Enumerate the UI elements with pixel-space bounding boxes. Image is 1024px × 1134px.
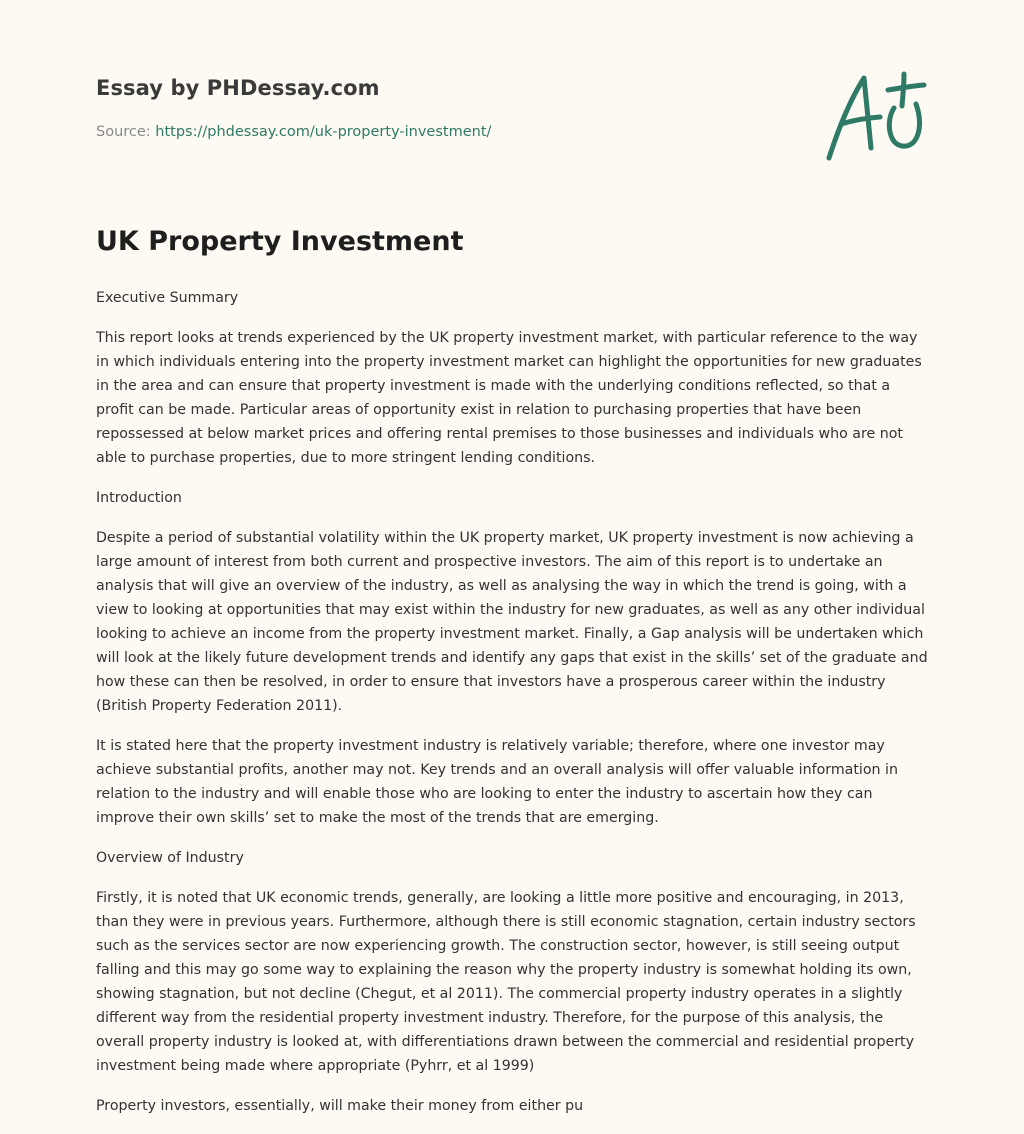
source-label: Source:	[96, 124, 156, 140]
paragraph: It is stated here that the property investment industry is relatively variable; therefore, where one investor may achieve substantial profits, another may not. Key trends and an overall analysis will offer valuable information in relation to the industry and will enable those who are looking to enter the industry to ascertain how they can improve their own skills’ set to make the most of the trends that are emerging.	[96, 738, 898, 826]
paragraph: Despite a period of substantial volatility within the UK property market, UK property investment is now achieving a large amount of interest from both current and prospective investors. The aim of this report is to undertake an analysis that will give an overview of the industry, as well as analysing the way in which the trend is going, with a view to looking at opportunities that may exist within the industry for new graduates, as well as any other individual looking to achieve an income from the property investment market. Finally, a Gap analysis will be undertaken which will look at the likely future development trends and identify any gaps that exist in the skills’ set of the graduate and how these can then be resolved, in order to ensure that investors have a prosperous career within the industry (British Property Federation 2011).	[96, 530, 928, 714]
a-plus-logo-icon	[824, 68, 928, 166]
page-title: UK Property Investment	[96, 226, 464, 257]
paragraph: Firstly, it is noted that UK economic trends, generally, are looking a little more positive and encouraging, in 2013, than they were in previous years. Furthermore, although there is still economic stagnation, certain industry sectors such as the services sector are now experiencing growth. The construction sector, however, is still seeing output falling and this may go some way to explaining the reason why the property industry is somewhat holding its own, showing stagnation, but not decline (Chegut, et al 2011). The commercial property industry operates in a slightly different way from the residential property investment industry. Therefore, for the purpose of this analysis, the overall property industry is looked at, with differentiations drawn between the commercial and residential property investment being made where appropriate (Pyhrr, et al 1999)	[96, 890, 916, 1074]
paragraph: This report looks at trends experienced by the UK property investment market, with particular reference to the way in which individuals entering into the property investment market can highlight the opportunities for new graduates in the area and can ensure that property investment is made with the underlying conditions reflected, so that a profit can be made. Particular areas of opportunity exist in relation to purchasing properties that have been repossessed at below market prices and offering rental premises to those businesses and individuals who are not able to purchase properties, due to more stringent lending conditions.	[96, 330, 922, 466]
paragraph: Property investors, essentially, will make their money from either pu	[96, 1098, 584, 1114]
section-heading-executive-summary: Executive Summary	[96, 290, 239, 306]
section-heading-overview: Overview of Industry	[96, 850, 244, 866]
site-brand: Essay by PHDessay.com	[96, 76, 380, 100]
source-line	[96, 124, 491, 140]
source-link[interactable]: https://phdessay.com/uk-property-investment/	[155, 124, 492, 140]
article-body	[96, 286, 928, 1134]
section-heading-introduction: Introduction	[96, 490, 182, 506]
